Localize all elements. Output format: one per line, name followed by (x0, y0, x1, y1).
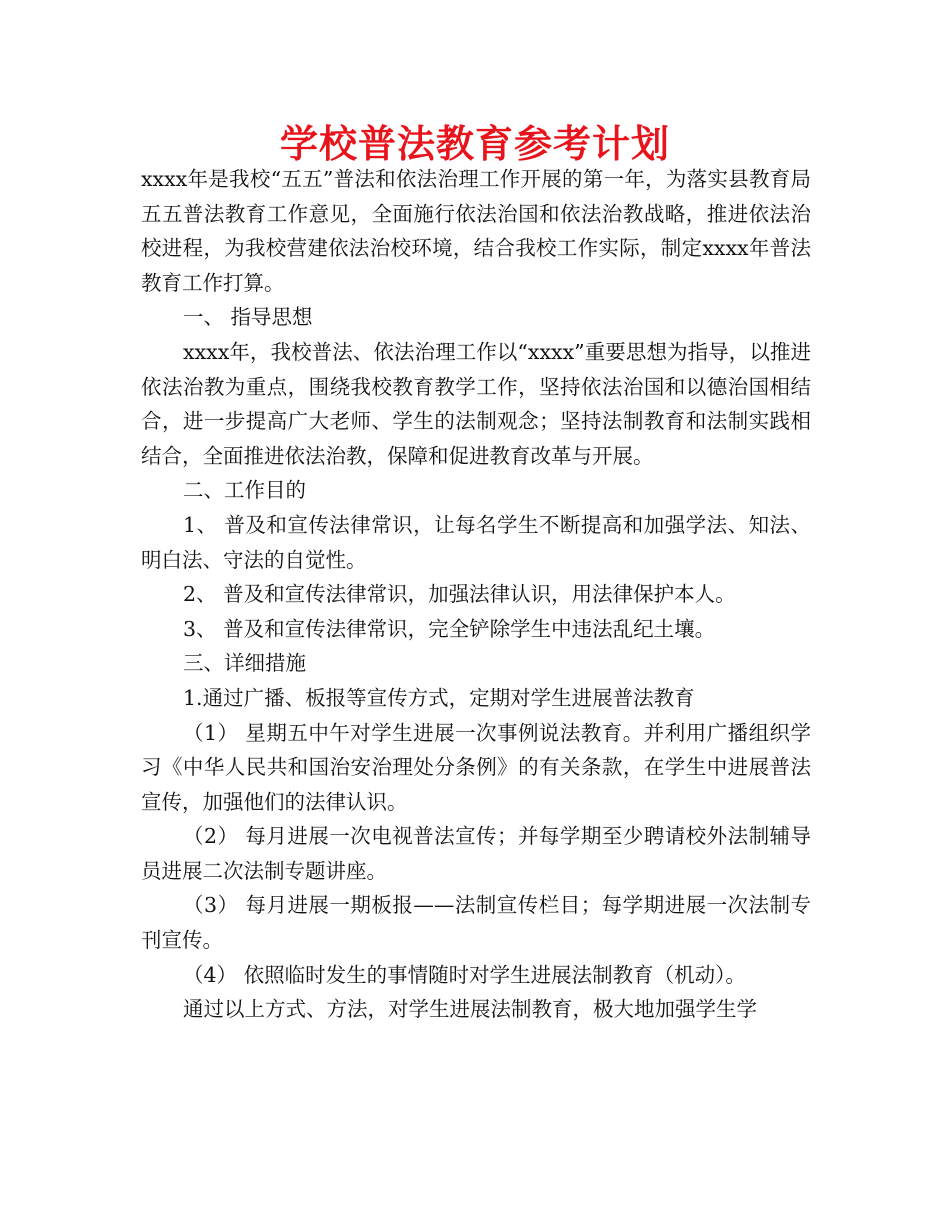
document-title: 学校普法教育参考计划 (279, 121, 670, 166)
intro-paragraph: xxxx年是我校“五五”普法和依法治理工作开展的第一年，为落实县教育局五五普法教育工作意见，全面施行依法治国和依法治教战略，推进依法治校进程，为我校营建依法治校环境，结合我校工作实际，制定xxxx年普法教育工作打算。 (141, 167, 811, 295)
measure-subitem-3: （3） 每月进展一期板报——法制宣传栏目；每学期进展一次法制专刊宣传。 (141, 893, 811, 953)
section-heading-guiding-ideology: 一、 指导思想 (183, 305, 313, 330)
goal-item-2: 2、 普及和宣传法律常识，加强法律认识，用法律保护本人。 (183, 582, 736, 607)
measure-subitem-4: （4） 依照临时发生的事情随时对学生进展法制教育（机动）。 (183, 962, 746, 987)
goal-item-3: 3、 普及和宣传法律常识，完全铲除学生中违法乱纪土壤。 (183, 616, 716, 641)
section-heading-measures: 三、详细措施 (183, 651, 307, 676)
measure-subitem-1: （1） 星期五中午对学生进展一次事例说法教育。并利用广播组织学习《中华人民共和国治安治理处分条例》的有关条款，在学生中进展普法宣传，加强他们的法律认识。 (141, 720, 811, 814)
section-heading-work-goals: 二、工作目的 (183, 478, 307, 503)
goal-item-1: 1、 普及和宣传法律常识，让每名学生不断提高和加强学法、知法、明白法、守法的自觉性。 (141, 512, 811, 572)
document-body (141, 162, 811, 1027)
measure-subitem-2: （2） 每月进展一次电视普法宣传；并每学期至少聘请校外法制辅导员进展二次法制专题讲座。 (141, 824, 811, 883)
measure-item-1: 1.通过广播、板报等宣传方式，定期对学生进展普法教育 (183, 685, 695, 710)
guiding-ideology-paragraph: xxxx年，我校普法、依法治理工作以“xxxx”重要思想为指导，以推进依法治教为重点，围绕我校教育教学工作，坚持依法治国和以德治国相结合，进一步提高广大老师、学生的法制观念；坚持法制教育和法制实践相结合，全面推进依法治教，保障和促进教育改革与开展。 (141, 339, 811, 468)
closing-paragraph: 通过以上方式、方法，对学生进展法制教育，极大地加强学生学 (183, 997, 758, 1022)
